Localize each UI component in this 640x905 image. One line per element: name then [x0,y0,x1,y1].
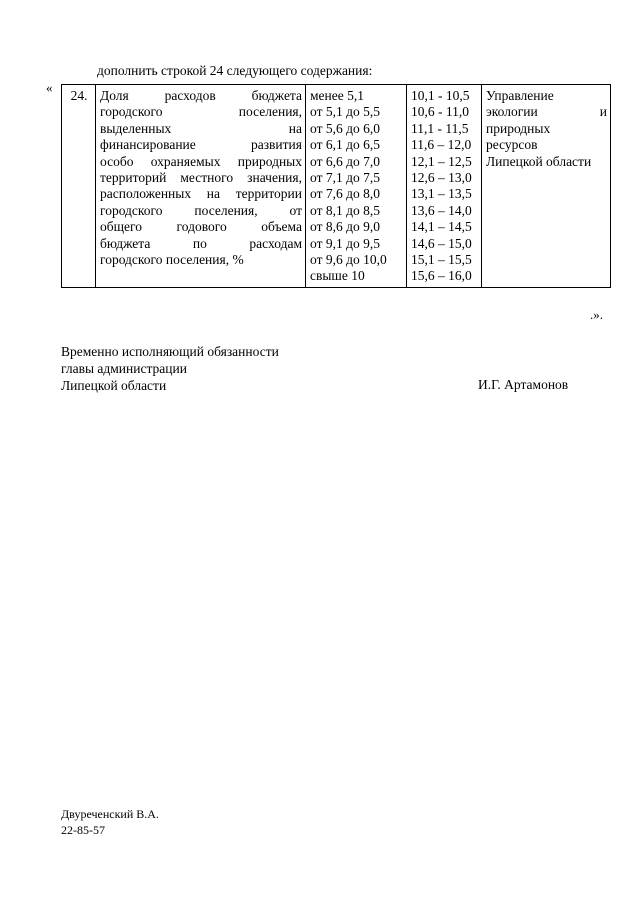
responsible-body [482,85,611,288]
intro-text: дополнить строкой 24 следующего содержания: [97,63,373,78]
score-item: 11,1 - 11,5 [411,120,469,136]
range-item: от 6,1 до 6,5 [310,137,380,153]
score-item: 13,1 – 13,5 [411,186,472,202]
description-line: территорий местного значения, [100,170,302,186]
description-line: финансирование развития [100,137,302,153]
signatory-name: И.Г. Артамонов [478,377,569,392]
executor-footer [61,806,159,838]
opening-quote: « [46,80,53,95]
responsible-line: Липецкой области [486,153,592,169]
description-line: городского поселения, от [100,202,302,218]
score-item: 11,6 – 12,0 [411,137,472,153]
score-ranges [407,85,482,288]
table-row [62,85,611,288]
description-line: городского поселения, % [100,252,244,268]
score-item: 10,6 - 11,0 [411,104,469,120]
range-item: от 5,1 до 5,5 [310,104,380,120]
description-line: бюджета по расходам [100,235,302,251]
range-item: менее 5,1 [310,88,364,103]
responsible-line: природных [486,120,551,136]
responsible-line: ресурсов [486,137,538,153]
description-line: расположенных на территории [100,186,302,202]
signature-title-line: Липецкой области [61,378,167,393]
indicator-table [61,84,611,288]
closing-quote: .». [590,307,603,322]
score-item: 12,6 – 13,0 [411,170,472,186]
score-item: 12,1 – 12,5 [411,153,472,169]
score-item: 10,1 - 10,5 [411,88,470,103]
indicator-description [96,85,306,288]
range-item: от 6,6 до 7,0 [310,153,380,169]
range-item: свыше 10 [310,268,365,284]
signature-title-line: главы администрации [61,361,187,376]
score-item: 14,6 – 15,0 [411,235,472,251]
description-line: особо охраняемых природных [100,153,302,169]
range-item: от 5,6 до 6,0 [310,120,380,136]
row-number: 24. [62,85,96,288]
value-ranges [306,85,407,288]
range-item: от 9,1 до 9,5 [310,235,380,251]
description-line: выделенных на [100,120,302,136]
range-item: от 9,6 до 10,0 [310,252,387,268]
executor-name: Двуреченский В.А. [61,807,159,821]
score-item: 13,6 – 14,0 [411,202,472,218]
description-line: городского поселения, [100,104,302,120]
range-item: от 7,6 до 8,0 [310,186,380,202]
signature-block [61,343,279,394]
range-item: от 7,1 до 7,5 [310,170,380,186]
responsible-line: Управление [486,88,554,103]
range-item: от 8,6 до 9,0 [310,219,380,235]
signature-title-line: Временно исполняющий обязанности [61,344,279,359]
responsible-line: экологии и [486,104,607,120]
range-item: от 8,1 до 8,5 [310,202,380,218]
score-item: 14,1 – 14,5 [411,219,472,235]
score-item: 15,1 – 15,5 [411,252,472,268]
description-line: общего годового объема [100,219,302,235]
executor-phone: 22-85-57 [61,823,105,837]
description-line: Доля расходов бюджета [100,88,302,103]
score-item: 15,6 – 16,0 [411,268,472,284]
